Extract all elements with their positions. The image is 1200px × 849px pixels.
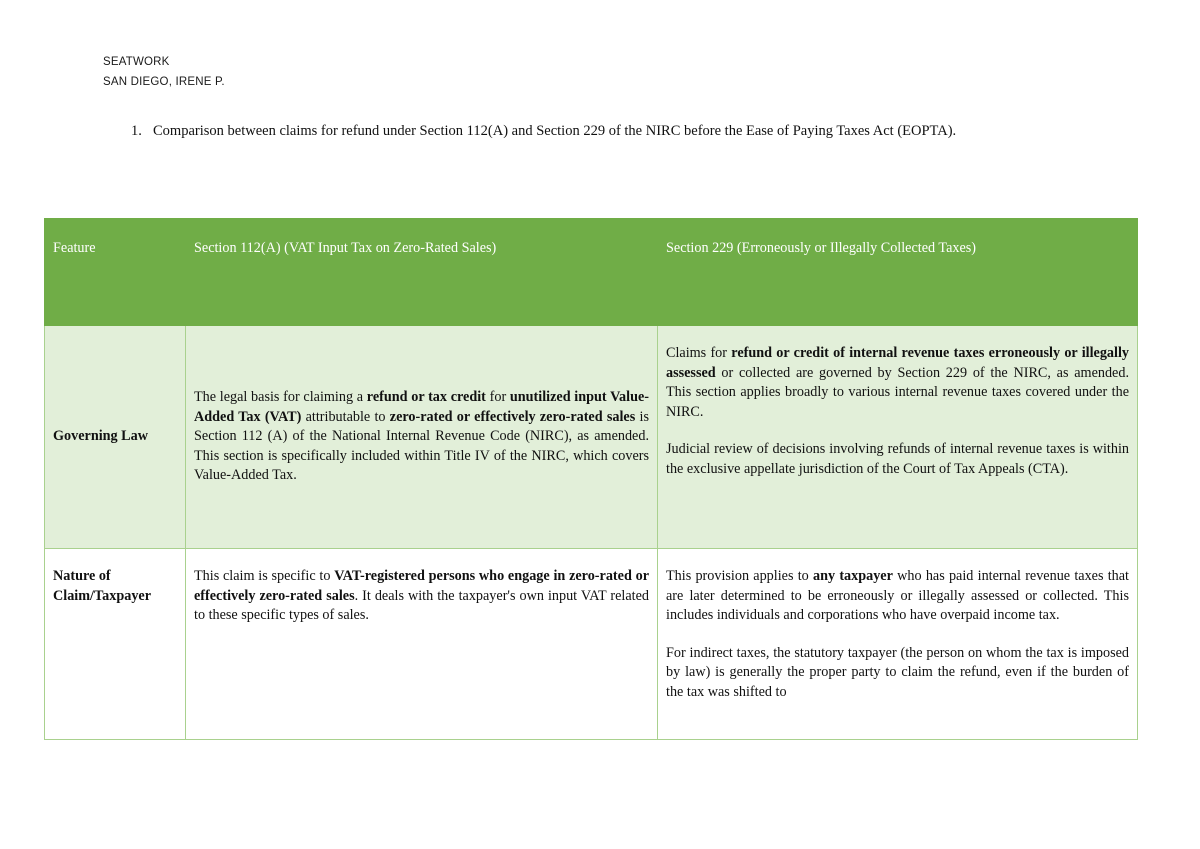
header-title: SEATWORK xyxy=(103,56,170,68)
header-author: SAN DIEGO, IRENE P. xyxy=(103,76,225,88)
cell-paragraph: Claims for refund or credit of internal revenue taxes erroneously or illegally assessed or collected are governed by Section 229 of the NIRC, as amended. This section applies broadly to various internal revenue taxes covered under the NIRC. xyxy=(666,345,1130,420)
document-header xyxy=(103,52,225,92)
feature-cell: Governing Law xyxy=(45,326,186,549)
cell-paragraph: This provision applies to any taxpayer who has paid internal revenue taxes that are later determined to be erroneously or illegally assessed or collected. This includes individuals and corporations who have overpaid income tax. xyxy=(666,568,1129,623)
comparison-table xyxy=(44,218,1138,740)
question-text: Comparison between claims for refund under Section 112(A) and Section 229 of the NIRC before the Ease of Paying Taxes Act (EOPTA). xyxy=(153,123,957,139)
question-item xyxy=(131,121,1116,141)
header-section-112a: Section 112(A) (VAT Input Tax on Zero-Rated Sales) xyxy=(186,219,658,326)
header-section-229: Section 229 (Erroneously or Illegally Collected Taxes) xyxy=(658,219,1138,326)
table-row xyxy=(45,326,1138,549)
section-112a-cell xyxy=(186,549,658,740)
table-row xyxy=(45,549,1138,740)
table-header-row xyxy=(45,219,1138,326)
header-feature: Feature xyxy=(45,219,186,326)
section-112a-cell xyxy=(186,326,658,549)
section-229-cell xyxy=(658,549,1138,740)
feature-cell: Nature of Claim/Taxpayer xyxy=(45,549,186,740)
cell-paragraph: The legal basis for claiming a refund or tax credit for unutilized input Value-Added Tax (VAT) attributable to zero-rated or effectively zero-rated sales is Section 112 (A) of the National Internal Revenue Code (NIRC), as amended. This section is specifically included within Title IV of the NIRC, which covers Value-Added Tax. xyxy=(194,389,649,484)
cell-paragraph: For indirect taxes, the statutory taxpayer (the person on whom the tax is imposed by law) is generally the proper party to claim the refund, even if the burden of the tax was shifted to xyxy=(666,644,1129,700)
cell-paragraph: Judicial review of decisions involving refunds of internal revenue taxes is within the exclusive appellate jurisdiction of the Court of Tax Appeals (CTA). xyxy=(666,441,1129,477)
section-229-cell xyxy=(658,326,1138,549)
cell-paragraph: This claim is specific to VAT-registered persons who engage in zero-rated or effectively zero-rated sales. It deals with the taxpayer's own input VAT related to these specific types of sales. xyxy=(194,568,650,623)
question-number: 1. xyxy=(131,123,142,139)
